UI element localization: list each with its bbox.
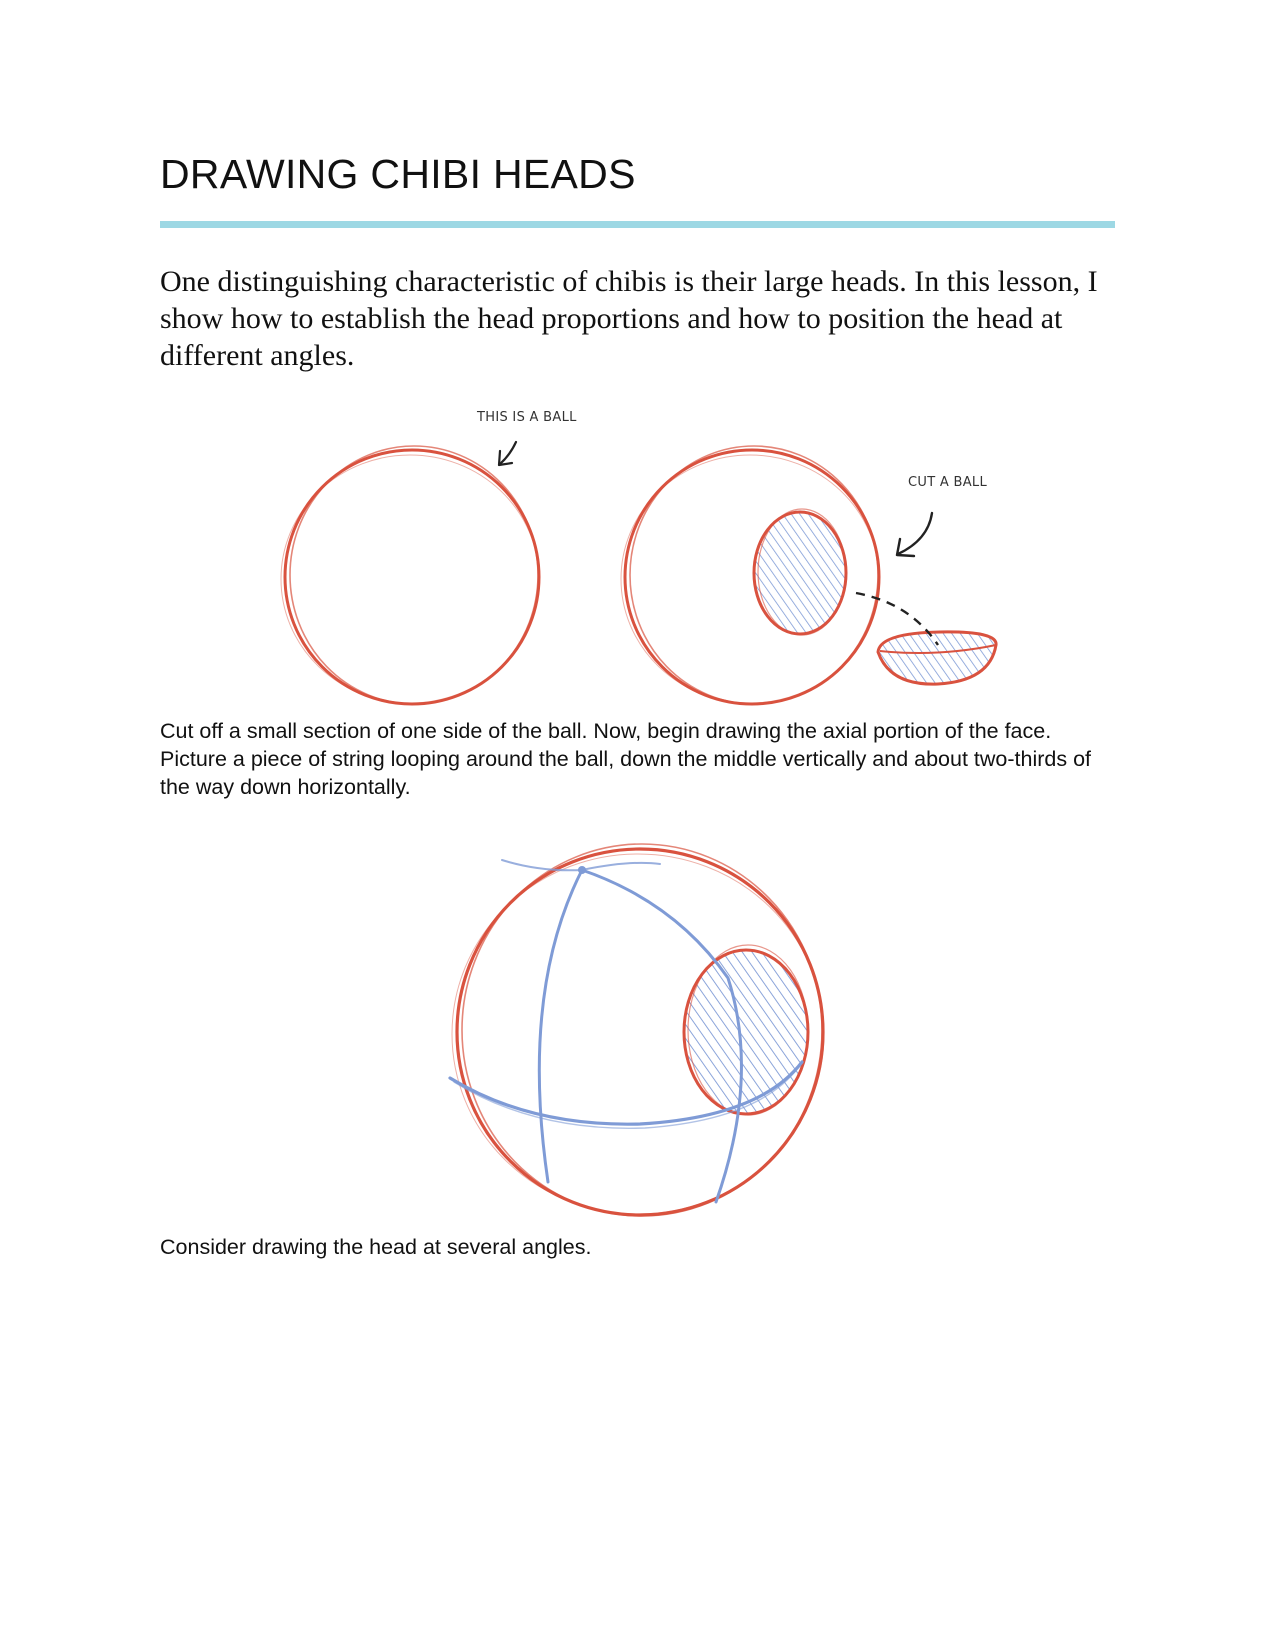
cut-section-sketch [754,509,846,635]
page-title: DRAWING CHIBI HEADS [160,151,636,197]
axial-guidelines-illustration [440,842,840,1224]
intro-paragraph: One distinguishing characteristic of chibis is their large heads. In this lesson, I show how to establish the head proportions and how to position the head at different angles. [160,265,1098,372]
ball-sketch [281,446,539,704]
label-cut-a-ball: CUT A BALL [908,475,987,490]
label-this-is-a-ball: THIS IS A BALL [477,410,577,425]
arrow-icon [499,442,516,465]
caption-cut-ball: Cut off a small section of one side of the ball. Now, begin drawing the axial portion of the face. Picture a piece of string looping around the ball, down the middle vertically and about two-thirds of the way down horizontally. [160,719,1092,799]
caption-angles: Consider drawing the head at several angles. [160,1235,592,1259]
curved-arrow-icon [897,513,932,556]
face-cut-sketch [684,945,808,1115]
title-divider [160,221,1115,228]
ball-cut-illustration [270,405,1010,710]
removed-slice-sketch [878,632,996,684]
